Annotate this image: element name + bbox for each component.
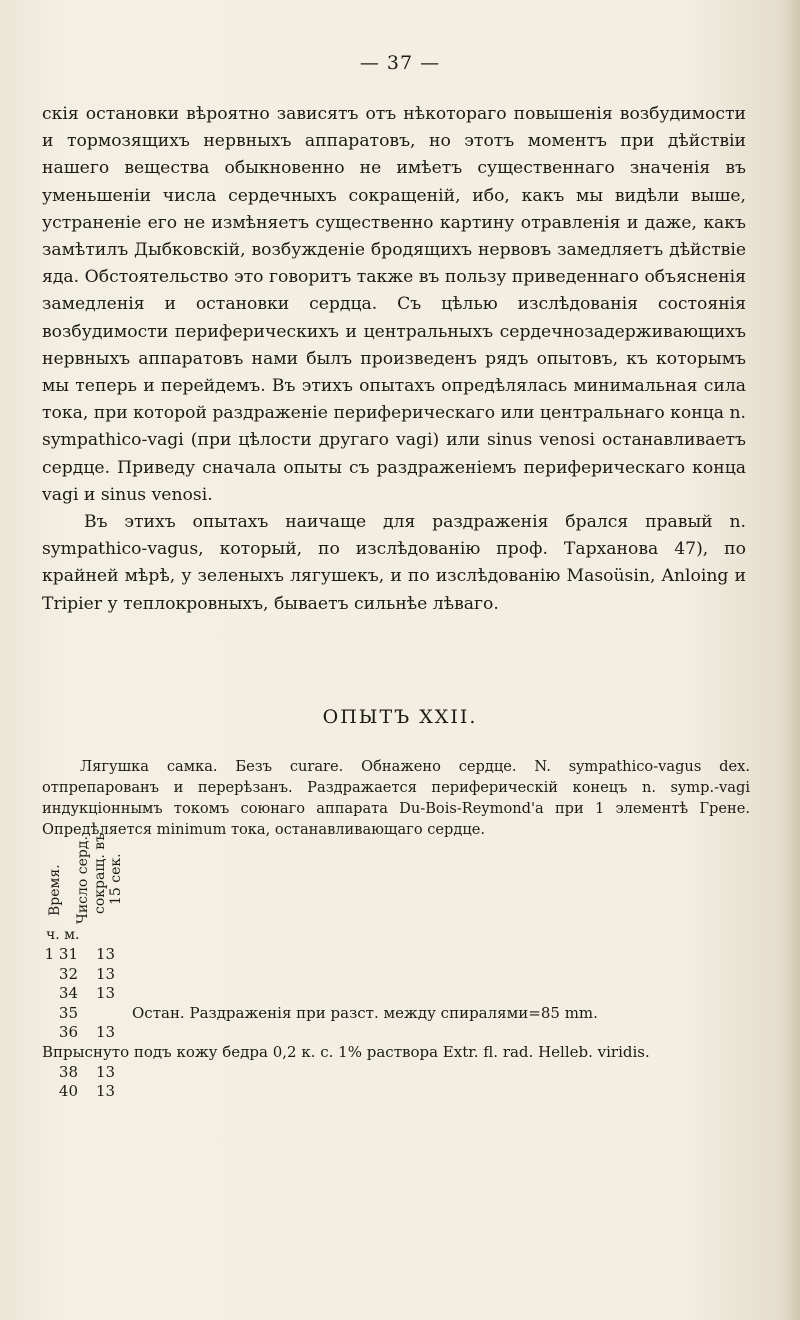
time-cell: 34	[58, 984, 78, 1003]
time-cell: 40	[58, 1082, 78, 1101]
time-cell: 36	[58, 1023, 78, 1042]
count-cell: 13	[96, 1062, 116, 1081]
table-row	[42, 1023, 762, 1043]
time-cell: 32	[58, 964, 78, 983]
count-cell: 13	[96, 984, 116, 1003]
time-cell: 35	[58, 1003, 78, 1022]
column-header-count: Число серд.	[75, 836, 91, 924]
page-edge	[784, 0, 800, 1320]
count-cell: 13	[96, 964, 116, 983]
experiment-heading: ОПЫТЪ XXII.	[322, 706, 478, 728]
body-text	[42, 101, 746, 618]
data-table	[42, 945, 762, 1102]
table-row	[42, 965, 762, 985]
count-cell: 13	[96, 1023, 116, 1042]
remark-cell: Остан. Раздраженія при разст. между спиралями=85 mm.	[132, 1003, 598, 1022]
table-row	[42, 1082, 762, 1102]
description-text: Лягушка самка. Безъ curare. Обнажено сердце. N. sympathico-vagus dex. отпрепарованъ и перерѣзанъ. Раздражается периферическій конецъ n. symp.-vagi индукціоннымъ токомъ союнаго аппарата Du-Bois-Reymond'а при 1 элементѣ Грене. Опредѣляется minimum тока, останавливающаго сердце.	[42, 758, 750, 838]
table-row	[42, 1004, 762, 1024]
table-row	[42, 984, 762, 1004]
injection-note	[42, 1043, 762, 1063]
paragraph: Въ этихъ опытахъ наичаще для раздраженія брался правый n. sympathico-vagus, который, по изслѣдованію проф. Тарханова 47), по крайней мѣрѣ, у зеленыхъ лягушекъ, и по изслѣдованію Masoüsin, Anloing и Tripier у теплокровныхъ, бываетъ сильнѣе лѣваго.	[42, 512, 746, 614]
table-row	[42, 945, 762, 965]
count-cell: 13	[96, 1082, 116, 1101]
column-header-time: Время.	[47, 864, 63, 916]
time-units: ч. м.	[46, 927, 80, 943]
count-cell: 13	[96, 945, 116, 963]
page-number: — 37 —	[359, 52, 441, 74]
column-header-count: сокращ. въ	[92, 832, 108, 914]
paragraph: скія остановки вѣроятно зависятъ отъ нѣкотораго повышенія возбудимости и тормозящихъ нервныхъ аппаратовъ, но этотъ моментъ при дѣйствіи нашего вещества обыкновенно не имѣетъ существеннаго значенія въ уменьшеніи числа сердечныхъ сокращеній, ибо, какъ мы видѣли выше, устраненіе его не измѣняетъ существенно картину отравленія и даже, какъ замѣтилъ Дыбковскій, возбужденіе бродящихъ нервовъ замедляетъ дѣйствіе яда. Обстоятельство это говоритъ также въ пользу приведеннаго объясненія замедленія и остановки сердца. Съ цѣлью изслѣдованія состоянія возбудимости периферическихъ и центральныхъ сердечнозадерживающихъ нервныхъ аппаратовъ нами былъ произведенъ рядъ опытовъ, къ которымъ мы теперь и перейдемъ. Въ этихъ опытахъ опредѣлялась минимальная сила тока, при которой раздраженіе периферическаго или центральнаго конца n. sympathico-vagi (при цѣлости другаго vagi) или sinus venosi останавливаетъ сердце. Приведу сначала опыты съ раздраженіемъ периферическаго конца vagi и sinus venosi.	[42, 104, 746, 505]
time-cell: 1 31	[44, 945, 78, 963]
time-cell: 38	[58, 1062, 78, 1081]
injection-text: Впрыснуто подъ кожу бедра 0,2 к. с. 1% раствора Extr. fl. rad. Helleb. viridis.	[42, 1042, 650, 1061]
table-row	[42, 1063, 762, 1083]
column-header-count: 15 сек.	[108, 853, 124, 905]
experiment-description	[42, 756, 750, 840]
